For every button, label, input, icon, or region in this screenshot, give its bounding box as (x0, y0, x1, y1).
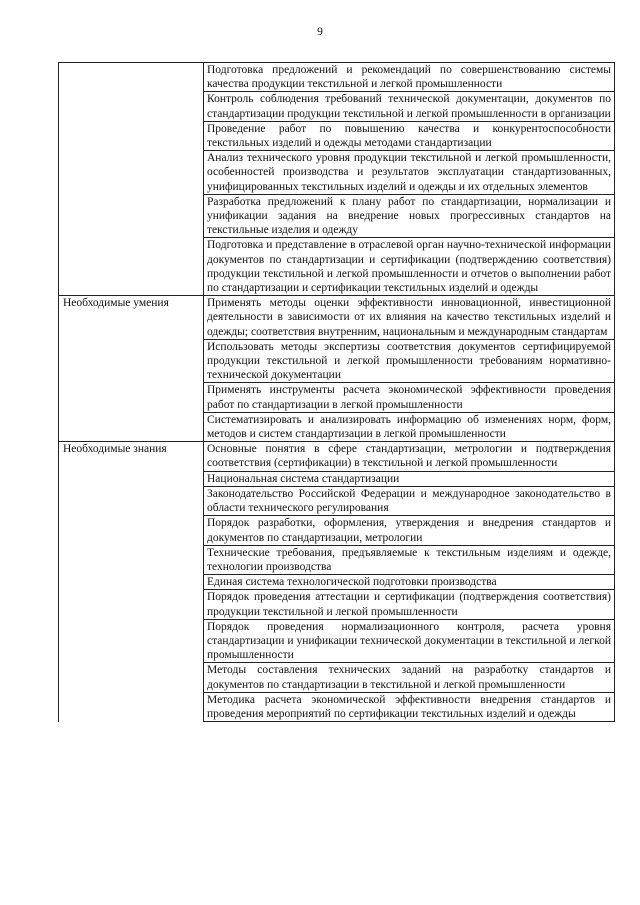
row-group-label: Необходимые знания (59, 442, 204, 722)
table-cell-item: Использовать методы экспертизы соответствия документов сертифицируемой продукции текстильной и легкой промышленности требованиям нормативно-технической документации (204, 339, 615, 383)
table-cell-item: Подготовка и представление в отраслевой орган научно-технической информации документов по стандартизации и сертификации (подтверждению соответствия) продукции текстильной и легкой промышленности и отчетов о выполнении работ по стандартизации и сертификации текстильных изделий и одежды (204, 238, 615, 296)
table-row (59, 63, 615, 92)
table-cell-item: Применять методы оценки эффективности инновационной, инвестиционной деятельности в зависимости от их влияния на качество текстильных изделий и одежды; соответствия внутренним, национальным и международным стандартам (204, 296, 615, 340)
table-cell-item: Разработка предложений к плану работ по стандартизации, нормализации и унификации задания на внедрение новых прогрессивных стандартов на текстильные изделия и одежду (204, 194, 615, 238)
table-cell-item: Национальная система стандартизации (204, 471, 615, 486)
table-cell-item: Основные понятия в сфере стандартизации, метрологии и подтверждения соответствия (сертификации) в текстильной и легкой промышленности (204, 442, 615, 471)
table-cell-item: Методика расчета экономической эффективности внедрения стандартов и проведения мероприятий по сертификации текстильных изделий и одежды (204, 692, 615, 721)
table-cell-item: Проведение работ по повышению качества и конкурентоспособности текстильных изделий и одежды методами стандартизации (204, 121, 615, 150)
table-cell-item: Методы составления технических заданий на разработку стандартов и документов по стандартизации в текстильной и легкой промышленности (204, 663, 615, 692)
table-cell-item: Законодательство Российской Федерации и международное законодательство в области технического регулирования (204, 486, 615, 515)
table-cell-item: Порядок разработки, оформления, утверждения и внедрения стандартов и документов по стандартизации, метрологии (204, 516, 615, 545)
table-cell-item: Порядок проведения нормализационного контроля, расчета уровня стандартизации и унификации технической документации в текстильной и легкой промышленности (204, 619, 615, 663)
table-row (59, 296, 615, 340)
table-cell-item: Систематизировать и анализировать информацию об изменениях норм, форм, методов и систем стандартизации в легкой промышленности (204, 412, 615, 441)
table-row (59, 442, 615, 471)
table-cell-item: Контроль соблюдения требований технической документации, документов по стандартизации продукции текстильной и легкой промышленности в организации (204, 92, 615, 121)
table-cell-item: Технические требования, предъявляемые к текстильным изделиям и одежде, технологии производства (204, 545, 615, 574)
table-cell-item: Порядок проведения аттестации и сертификации (подтверждения соответствия) продукции текстильной и легкой промышленности (204, 590, 615, 619)
table-cell-item: Применять инструменты расчета экономической эффективности проведения работ по стандартизации в легкой промышленности (204, 383, 615, 412)
row-group-label (59, 63, 204, 296)
requirements-table (58, 62, 615, 722)
page-number: 9 (317, 26, 323, 38)
table-cell-item: Подготовка предложений и рекомендаций по совершенствованию системы качества продукции текстильной и легкой промышленности (204, 63, 615, 92)
row-group-label: Необходимые умения (59, 296, 204, 442)
table-cell-item: Анализ технического уровня продукции текстильной и легкой промышленности, особенностей производства и результатов эксплуатации стандартизованных, унифицированных текстильных изделий и одежды и их отдельных элементов (204, 151, 615, 195)
table-cell-item: Единая система технологической подготовки производства (204, 575, 615, 590)
